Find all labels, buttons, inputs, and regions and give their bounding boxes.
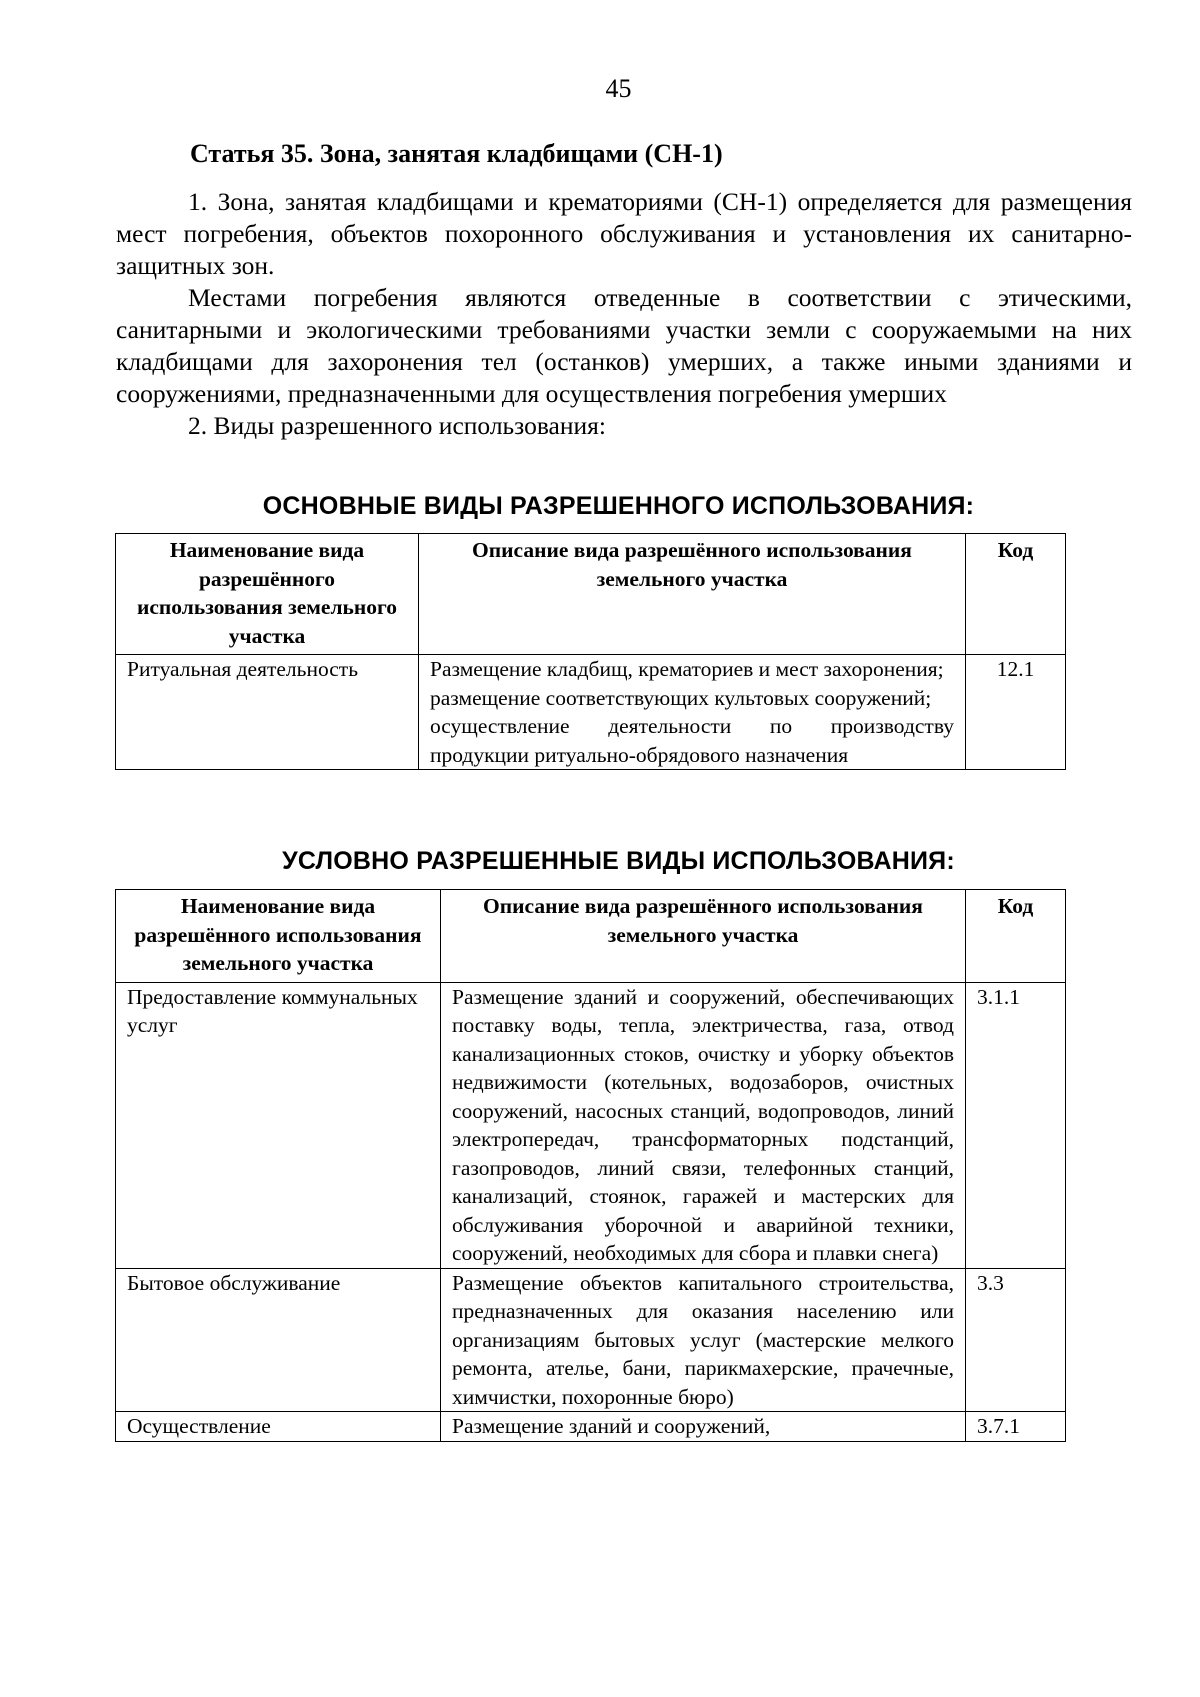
table-header-row [116,890,1066,983]
main-uses-table [115,533,1066,770]
main-uses-heading: ОСНОВНЫЕ ВИДЫ РАЗРЕШЕННОГО ИСПОЛЬЗОВАНИЯ: [262,492,975,520]
use-description-cell: Размещение объектов капитального строительства, предназначенных для оказания населению или организациям бытовых услуг (мастерские мелкого ремонта, ателье, бани, парикмахерские, прачечные, химчистки, похоронные бюро) [441,1268,966,1412]
table-row [116,655,1066,770]
table-row [116,1412,1066,1442]
use-code-cell: 3.1.1 [966,982,1066,1268]
column-header-description: Описание вида разрешённого использования земельного участка [441,890,966,983]
column-header-description: Описание вида разрешённого использования земельного участка [419,534,966,655]
table-row [116,1268,1066,1412]
description-line: Размещение кладбищ, крематориев и мест захоронения; [430,657,944,681]
conditional-uses-heading: УСЛОВНО РАЗРЕШЕННЫЕ ВИДЫ ИСПОЛЬЗОВАНИЯ: [282,847,955,875]
table-header-row [116,534,1066,655]
paragraph-2: Местами погребения являются отведенные в соответствии с этическими, санитарными и экологическими требованиями участки земли с сооружаемыми на них кладбищами для захоронения тел (останков) умерших, а также иными зданиями и сооружениями, предназначенными для осуществления погребения умерших [116,283,1132,408]
article-title: Статья 35. Зона, занятая кладбищами (СН-1) [190,139,723,168]
use-name-cell: Бытовое обслуживание [116,1268,441,1412]
table-row [116,982,1066,1268]
use-description-cell [419,655,966,770]
column-header-code: Код [966,890,1066,983]
paragraph-1: 1. Зона, занятая кладбищами и крематориями (СН-1) определяется для размещения мест погребения, объектов похоронного обслуживания и установления их санитарно-защитных зон. [116,187,1132,280]
description-line: осуществление деятельности по производству продукции ритуально-обрядового назначения [430,714,954,767]
use-name-cell: Осуществление [116,1412,441,1442]
paragraph-3: 2. Виды разрешенного использования: [188,411,606,440]
use-code-cell: 3.3 [966,1268,1066,1412]
column-header-name: Наименование вида разрешённого использования земельного участка [116,534,419,655]
description-line: размещение соответствующих культовых сооружений; [430,685,932,710]
page-number: 45 [605,74,632,103]
use-description-cell: Размещение зданий и сооружений, обеспечивающих поставку воды, тепла, электричества, газа, отвод канализационных стоков, очистку и уборку объектов недвижимости (котельных, водозаборов, очистных сооружений, насосных станций, водопроводов, линий электропередач, трансформаторных подстанций, газопроводов, линий связи, телефонных станций, канализаций, стоянок, гаражей и мастерских для обслуживания уборочной и аварийной техники, сооружений, необходимых для сбора и плавки снега) [441,982,966,1268]
column-header-name: Наименование вида разрешённого использования земельного участка [116,890,441,983]
use-description-cell: Размещение зданий и сооружений, [441,1412,966,1442]
article-body [116,186,1132,442]
conditional-uses-table [115,889,1066,1442]
use-code-cell: 12.1 [966,655,1066,770]
column-header-code: Код [966,534,1066,655]
use-code-cell: 3.7.1 [966,1412,1066,1442]
use-name-cell: Ритуальная деятельность [116,655,419,770]
use-name-cell: Предоставление коммунальных услуг [116,982,441,1268]
